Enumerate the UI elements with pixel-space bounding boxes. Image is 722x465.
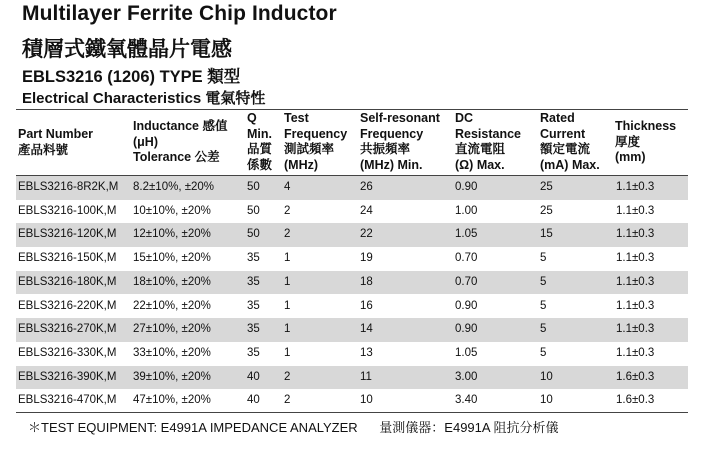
header-rated-current-line1: Rated (540, 111, 575, 125)
header-test-frequency-line4: (MHz) (284, 157, 319, 172)
header-rated-current-line3: 額定電流 (540, 142, 591, 156)
header-self-resonant-line3: 共振頻率 (360, 142, 411, 156)
table-top-rule (16, 109, 688, 110)
cell-dc-resistance: 0.90 (455, 323, 478, 336)
cell-rated-current: 10 (540, 394, 553, 407)
cell-thickness: 1.1±0.3 (616, 323, 655, 336)
type-heading: EBLS3216 (1206) TYPE 類型 (22, 68, 241, 86)
header-part-number-en: Part Number (18, 127, 94, 141)
header-inductance-line3: Tolerance 公差 (133, 150, 220, 164)
footnote (28, 417, 558, 436)
table-row (16, 176, 688, 200)
header-rated-current-line4: (mA) Max. (540, 157, 600, 172)
cell-rated-current: 15 (540, 228, 553, 241)
section-heading: Electrical Characteristics 電氣特性 (22, 90, 266, 107)
header-thickness (615, 119, 676, 166)
header-q-min (247, 111, 272, 173)
cell-inductance: 39±10%, ±20% (133, 370, 211, 383)
cell-thickness: 1.1±0.3 (616, 299, 655, 312)
cell-rated-current: 25 (540, 181, 553, 193)
cell-q-min: 50 (247, 204, 260, 217)
title-chinese: 積層式鐵氧體晶片電感 (22, 38, 232, 61)
cell-thickness: 1.6±0.3 (616, 394, 655, 407)
cell-q-min: 50 (247, 181, 260, 193)
cell-dc-resistance: 0.70 (455, 275, 478, 288)
header-thickness-line2: 厚度 (615, 134, 641, 149)
cell-self-resonant: 18 (360, 275, 373, 288)
cell-q-min: 40 (247, 394, 260, 407)
header-inductance-line2: (μH) (133, 134, 158, 149)
cell-thickness: 1.1±0.3 (616, 228, 655, 241)
cell-test-frequency: 1 (284, 299, 291, 312)
header-rated-current-line2: Current (540, 126, 586, 141)
header-thickness-line1: Thickness (615, 119, 677, 133)
cell-thickness: 1.1±0.3 (616, 275, 655, 288)
cell-part-number: EBLS3216-330K,M (18, 346, 117, 359)
cell-dc-resistance: 0.90 (455, 299, 478, 312)
header-rated-current (540, 111, 600, 173)
header-q-line1: Q (247, 111, 257, 125)
table-row (16, 200, 688, 224)
cell-inductance: 22±10%, ±20% (133, 299, 211, 312)
header-test-frequency-line2: Frequency (284, 126, 348, 141)
header-q-line4: 係數 (247, 157, 273, 172)
cell-q-min: 35 (247, 346, 260, 359)
table-row (16, 318, 688, 342)
cell-dc-resistance: 1.00 (455, 204, 478, 217)
header-inductance-line1: Inductance 感值 (133, 119, 228, 133)
cell-q-min: 35 (247, 252, 260, 265)
cell-thickness: 1.1±0.3 (616, 252, 655, 265)
cell-rated-current: 5 (540, 275, 547, 288)
cell-part-number: EBLS3216-390K,M (18, 370, 117, 383)
cell-rated-current: 5 (540, 299, 547, 312)
cell-q-min: 35 (247, 299, 260, 312)
header-dc-resistance (455, 111, 521, 173)
cell-test-frequency: 4 (284, 181, 291, 193)
cell-q-min: 35 (247, 275, 260, 288)
cell-rated-current: 25 (540, 204, 553, 217)
header-dc-resistance-line4: (Ω) Max. (455, 157, 505, 172)
cell-rated-current: 5 (540, 346, 547, 359)
cell-rated-current: 10 (540, 370, 553, 383)
cell-inductance: 15±10%, ±20% (133, 252, 211, 265)
cell-inductance: 18±10%, ±20% (133, 275, 211, 288)
cell-inductance: 8.2±10%, ±20% (133, 181, 215, 193)
cell-test-frequency: 2 (284, 394, 291, 407)
cell-part-number: EBLS3216-220K,M (18, 299, 117, 312)
header-test-frequency (284, 111, 347, 173)
header-dc-resistance-line3: 直流電阻 (455, 142, 506, 156)
cell-part-number: EBLS3216-470K,M (18, 394, 117, 407)
header-thickness-line3: (mm) (615, 150, 646, 164)
cell-part-number: EBLS3216-270K,M (18, 323, 117, 336)
footnote-english: ＊TEST EQUIPMENT: E4991A IMPEDANCE ANALYZER (28, 420, 358, 435)
header-self-resonant-line1: Self-resonant (360, 111, 440, 125)
cell-self-resonant: 24 (360, 204, 373, 217)
cell-part-number: EBLS3216-120K,M (18, 228, 117, 241)
cell-self-resonant: 13 (360, 346, 373, 359)
header-self-resonant-line4: (MHz) Min. (360, 157, 423, 172)
footnote-chinese: 量測儀器：E4991A 阻抗分析儀 (379, 420, 559, 435)
cell-inductance: 47±10%, ±20% (133, 394, 211, 407)
cell-part-number: EBLS3216-180K,M (18, 275, 117, 288)
table-row (16, 247, 688, 271)
header-dc-resistance-line1: DC (455, 111, 474, 125)
cell-dc-resistance: 0.70 (455, 252, 478, 265)
cell-test-frequency: 1 (284, 252, 291, 265)
cell-q-min: 50 (247, 228, 260, 241)
cell-self-resonant: 14 (360, 323, 373, 336)
table-row (16, 366, 688, 390)
cell-dc-resistance: 1.05 (455, 228, 478, 241)
cell-dc-resistance: 3.40 (455, 394, 478, 407)
cell-thickness: 1.1±0.3 (616, 346, 655, 359)
cell-rated-current: 5 (540, 323, 547, 336)
cell-inductance: 27±10%, ±20% (133, 323, 211, 336)
cell-dc-resistance: 0.90 (455, 181, 478, 193)
cell-thickness: 1.1±0.3 (616, 204, 655, 217)
cell-thickness: 1.6±0.3 (616, 370, 655, 383)
cell-self-resonant: 22 (360, 228, 373, 241)
header-test-frequency-line1: Test (284, 111, 309, 125)
cell-test-frequency: 1 (284, 323, 291, 336)
cell-inductance: 33±10%, ±20% (133, 346, 211, 359)
header-part-number (18, 127, 93, 158)
cell-test-frequency: 2 (284, 370, 291, 383)
cell-dc-resistance: 3.00 (455, 370, 478, 383)
cell-part-number: EBLS3216-150K,M (18, 252, 117, 265)
cell-self-resonant: 26 (360, 181, 373, 193)
cell-test-frequency: 1 (284, 275, 291, 288)
cell-inductance: 10±10%, ±20% (133, 204, 211, 217)
table-row (16, 342, 688, 366)
header-inductance (133, 119, 227, 166)
cell-test-frequency: 2 (284, 204, 291, 217)
cell-self-resonant: 10 (360, 394, 373, 407)
cell-part-number: EBLS3216-8R2K,M (18, 181, 119, 193)
table-bottom-rule (16, 412, 688, 413)
cell-thickness: 1.1±0.3 (616, 181, 655, 193)
cell-self-resonant: 11 (360, 370, 372, 383)
cell-test-frequency: 1 (284, 346, 291, 359)
cell-q-min: 40 (247, 370, 260, 383)
header-self-resonant-line2: Frequency (360, 126, 424, 141)
header-self-resonant (360, 111, 440, 173)
table-row (16, 295, 688, 319)
header-part-number-zh: 產品料號 (18, 142, 69, 157)
header-q-line2: Min. (247, 126, 272, 141)
table-row (16, 389, 688, 413)
header-q-line3: 品質 (247, 142, 273, 156)
cell-rated-current: 5 (540, 252, 547, 265)
cell-self-resonant: 16 (360, 299, 373, 312)
cell-q-min: 35 (247, 323, 260, 336)
cell-inductance: 12±10%, ±20% (133, 228, 211, 241)
cell-part-number: EBLS3216-100K,M (18, 204, 117, 217)
header-test-frequency-line3: 測試頻率 (284, 142, 335, 156)
cell-test-frequency: 2 (284, 228, 291, 241)
title-english: Multilayer Ferrite Chip Inductor (22, 2, 337, 25)
table-row (16, 271, 688, 295)
cell-dc-resistance: 1.05 (455, 346, 478, 359)
table-row (16, 223, 688, 247)
cell-self-resonant: 19 (360, 252, 373, 265)
header-dc-resistance-line2: Resistance (455, 126, 522, 141)
